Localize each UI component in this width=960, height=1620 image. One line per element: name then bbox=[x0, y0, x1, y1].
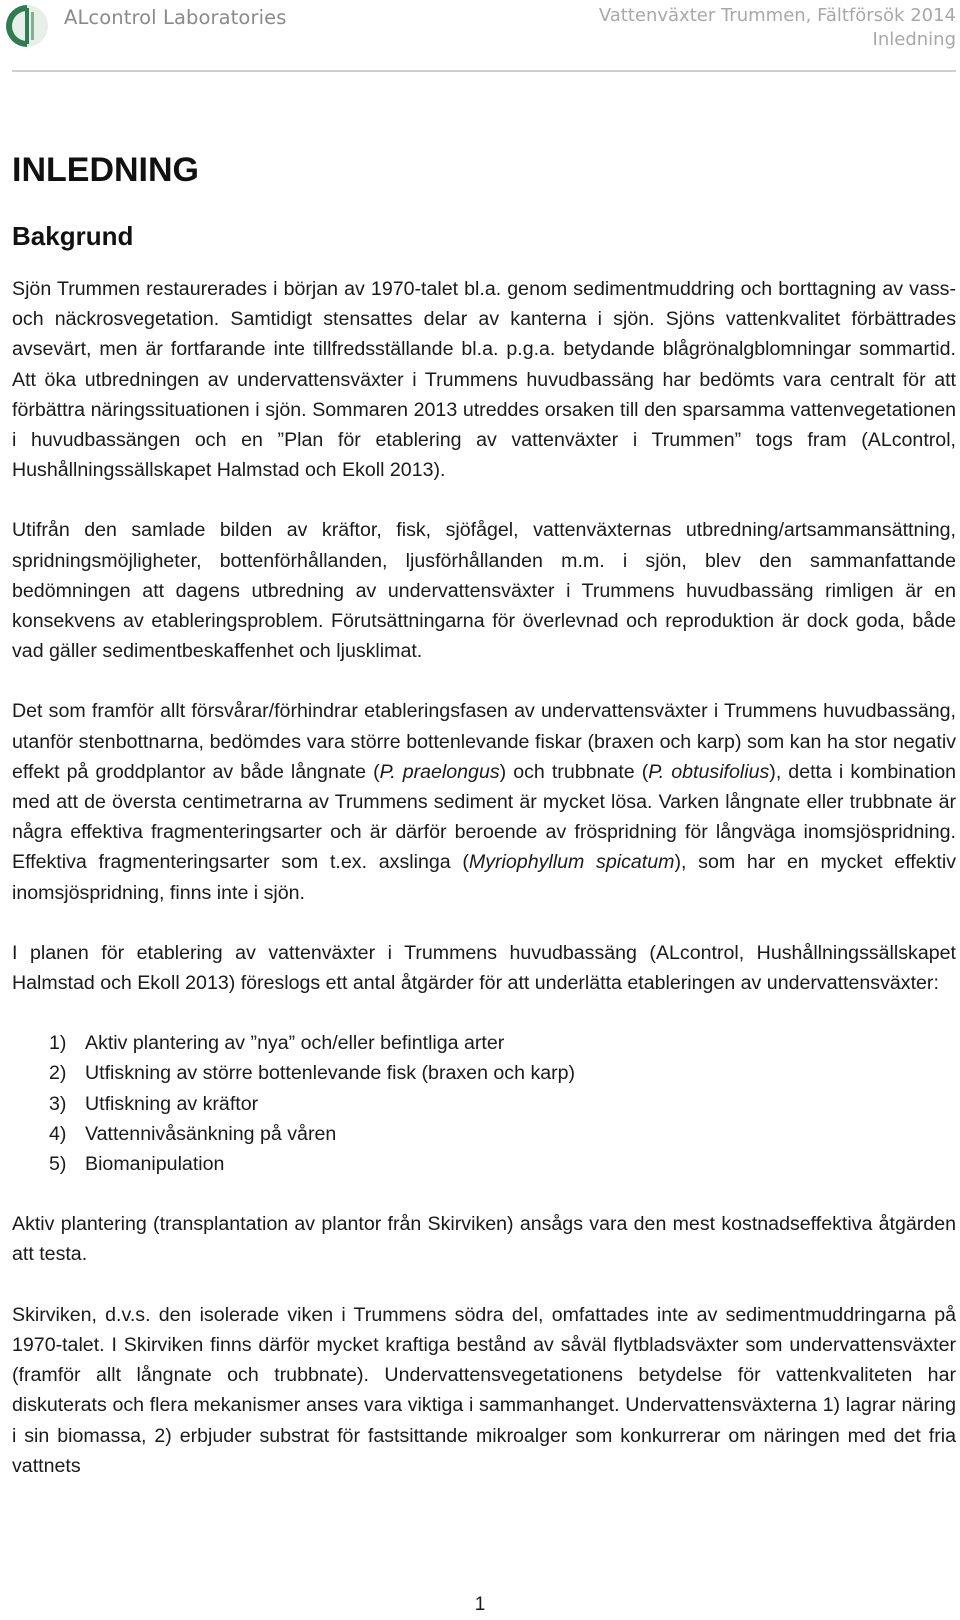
brand-name: ALcontrol Laboratories bbox=[64, 6, 287, 29]
paragraph-establishment bbox=[12, 696, 956, 907]
list-item bbox=[49, 1089, 956, 1119]
section-heading: Bakgrund bbox=[12, 221, 134, 251]
text-run: Det som framför allt försvårar/förhindrar etableringsfasen av undervattensväxter i Trummens huvudbassäng, utanför stenbottnarna, bedömdes vara större bottenlevande fiskar (braxen och karp) som kan ha stor negativ effekt på groddplantor av både långnate ( bbox=[12, 700, 956, 783]
list-text: Vattennivåsänkning på våren bbox=[85, 1122, 337, 1145]
header-divider bbox=[12, 70, 956, 72]
paragraph-planting: Aktiv plantering (transplantation av plantor från Skirviken) ansågs vara den mest kostnadseffektiva åtgärden att testa. bbox=[12, 1213, 956, 1266]
paragraph-skirviken: Skirviken, d.v.s. den isolerade viken i Trummens södra del, omfattades inte av sedimentmuddringarna på 1970-talet. I Skirviken finns därför mycket kraftiga bestånd av såväl flytbladsväxter som undervattensväxter (framför allt långnate och trubbnate). Undervattensvegetationens betydelse för vattenkvaliteten har diskuterats och flera mekanismer anses vara viktiga i sammanhanget. Undervattensväxterna 1) lagrar näring i sin biomassa, 2) erbjuder substrat för fastsittande mikroalger som konkurrerar om näringen med det fria vattnets bbox=[12, 1303, 956, 1477]
paragraph-assessment: Utifrån den samlade bilden av kräftor, fisk, sjöfågel, vattenväxternas utbredning/artsammansättning, spridningsmöjligheter, bottenförhållanden, ljusförhållanden m.m. i sjön, blev den sammanfattande bedömningen att dagens utbredning av undervattensväxter i Trummens huvudbassäng rimligen är en konsekvens av etableringsproblem. Förutsättningarna för överlevnad och reproduktion är dock goda, både vad gäller sedimentbeskaffenhet och ljusklimat. bbox=[12, 519, 956, 663]
page-header bbox=[0, 0, 960, 74]
document-title: Vattenväxter Trummen, Fältförsök 2014 bbox=[598, 5, 956, 26]
text-run: ), detta i kombination med att de översta centimetrarna av Trummens sediment är mycket lösa. Varken långnate eller trubbnate är några effektiva fragmenteringsarter och är därför beroende av fröspridning för långväga inomsjöspridning. Effektiva fragmenteringsarter som t.ex. axslinga ( bbox=[12, 760, 956, 874]
page-number: 1 bbox=[474, 1594, 486, 1615]
page-body bbox=[12, 150, 956, 1481]
running-header bbox=[599, 4, 956, 52]
list-number: 5) bbox=[49, 1153, 67, 1176]
alcontrol-logo-icon bbox=[4, 2, 50, 50]
list-item bbox=[49, 1028, 956, 1058]
list-item bbox=[49, 1149, 956, 1179]
measures-list bbox=[12, 1028, 956, 1179]
species-name: Myriophyllum spicatum bbox=[468, 851, 675, 874]
list-number: 4) bbox=[49, 1122, 67, 1145]
text-run: ) och trubbnate ( bbox=[499, 760, 649, 783]
list-item bbox=[49, 1119, 956, 1149]
paragraph-background: Sjön Trummen restaurerades i början av 1970-talet bl.a. genom sedimentmuddring och borttagning av vass- och näckrosvegetation. Samtidigt stensattes delar av kanterna i sjön. Sjöns vattenkvalitet förbättrades avsevärt, men är fortfarande inte tillfredsställande bl.a. p.g.a. betydande blågrönalgblomningar sommartid. Att öka utbredningen av undervattensväxter i Trummens huvudbassäng har bedömts vara centralt för att förbättra näringssituationen i sjön. Sommaren 2013 utreddes orsaken till den sparsamma vattenvegetationen i huvudbassängen och en ”Plan för etablering av vattenväxter i Trummen” togs fram (ALcontrol, Hushållningssällskapet Halmstad och Ekoll 2013). bbox=[12, 278, 956, 482]
list-text: Utfiskning av kräftor bbox=[85, 1092, 259, 1115]
list-text: Aktiv plantering av ”nya” och/eller befintliga arter bbox=[85, 1032, 505, 1055]
text-run: ), som har en mycket effektiv inomsjöspridning, finns inte i sjön. bbox=[12, 851, 957, 904]
paragraph-plan: I planen för etablering av vattenväxter i Trummens huvudbassäng (ALcontrol, Hushållningssällskapet Halmstad och Ekoll 2013) föreslogs ett antal åtgärder för att underlätta etableringen av undervattensväxter: bbox=[12, 941, 956, 995]
list-text: Biomanipulation bbox=[85, 1153, 225, 1176]
list-number: 1) bbox=[49, 1032, 67, 1055]
list-item bbox=[49, 1058, 956, 1088]
page-heading: INLEDNING bbox=[12, 151, 199, 189]
section-title: Inledning bbox=[872, 29, 956, 50]
species-name: P. praelongus bbox=[379, 760, 500, 783]
list-number: 2) bbox=[49, 1062, 67, 1085]
list-text: Utfiskning av större bottenlevande fisk (braxen och karp) bbox=[85, 1062, 576, 1085]
list-number: 3) bbox=[49, 1092, 67, 1115]
species-name: P. obtusifolius bbox=[648, 760, 770, 783]
